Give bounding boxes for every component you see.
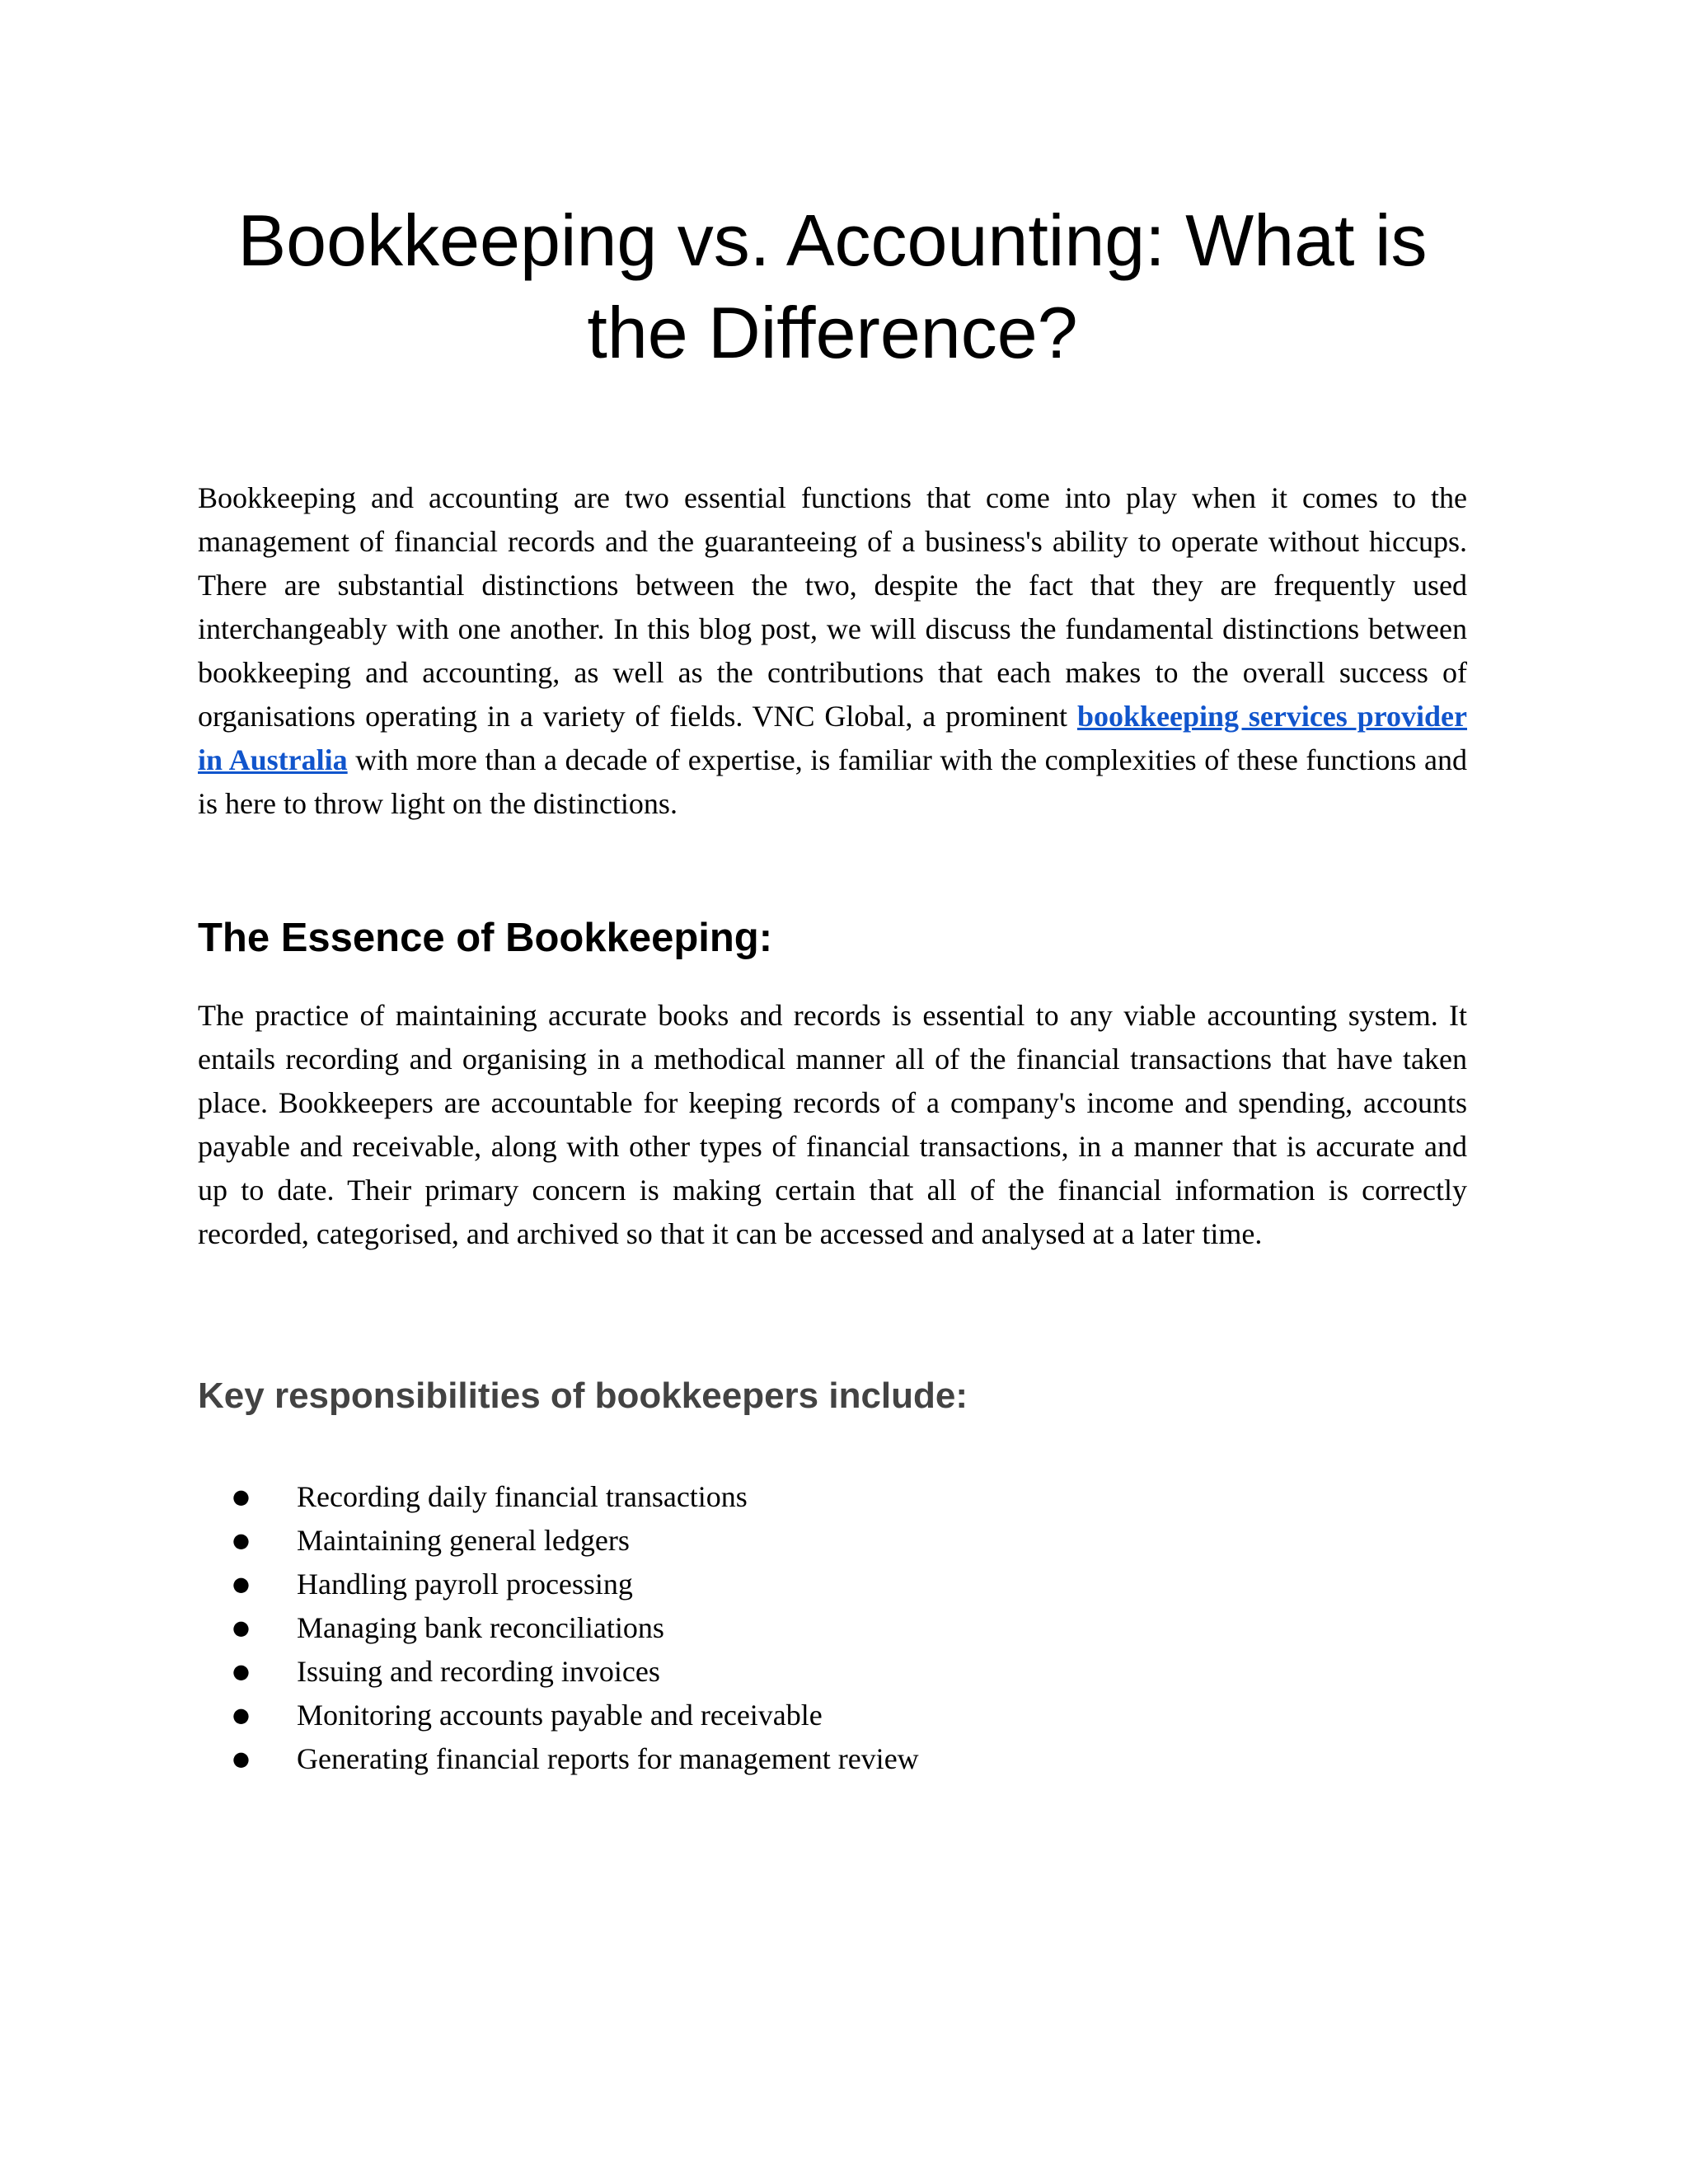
section-heading: The Essence of Bookkeeping: [198, 916, 773, 960]
list-item-text: Monitoring accounts payable and receivable [297, 1699, 823, 1732]
list-item-text: Managing bank reconciliations [297, 1611, 664, 1644]
intro-text-after-link: with more than a decade of expertise, is familiar with the complexities of these functions and is here to throw light on the distinctions. [198, 743, 1467, 820]
bullet-icon: ● [232, 1704, 250, 1727]
bullet-icon: ● [232, 1485, 250, 1508]
bullet-icon: ● [232, 1529, 250, 1552]
list-item-text: Recording daily financial transactions [297, 1480, 748, 1513]
list-item [198, 1650, 919, 1694]
section-paragraph: The practice of maintaining accurate books and records is essential to any viable accounting system. It entails recording and organising in a methodical manner all of the financial transactions that have taken place. Bookkeepers are accountable for keeping records of a company's income and spending, accounts payable and receivable, along with other types of financial transactions, in a manner that is accurate and up to date. Their primary concern is making certain that all of the financial information is correctly recorded, categorised, and archived so that it can be accessed and analysed at a later time. [198, 999, 1467, 1250]
responsibilities-heading: Key responsibilities of bookkeepers include: [198, 1376, 968, 1416]
intro-paragraph [198, 476, 1467, 826]
list-item-text: Handling payroll processing [297, 1568, 633, 1601]
list-item [198, 1519, 919, 1563]
list-item-text: Generating financial reports for management review [297, 1742, 919, 1775]
bullet-icon: ● [232, 1572, 250, 1596]
page-title: Bookkeeping vs. Accounting: What is the Difference? [237, 199, 1428, 373]
intro-text-before-link: Bookkeeping and accounting are two essential functions that come into play when it comes to the management of financial records and the guaranteeing of a business's ability to operate without hiccups. There are substantial distinctions between the two, despite the fact that they are frequently used interchangeably with one another. In this blog post, we will discuss the fundamental distinctions between bookkeeping and accounting, as well as the contributions that each makes to the overall success of organisations operating in a variety of fields. VNC Global, a prominent [198, 481, 1467, 733]
list-item [198, 1475, 919, 1519]
bullet-icon: ● [232, 1747, 250, 1770]
bookkeeping-services-link[interactable]: bookkeeping services provider in Australia [198, 700, 1467, 776]
list-item [198, 1694, 919, 1737]
list-item [198, 1563, 919, 1606]
bullet-icon: ● [232, 1660, 250, 1683]
list-item [198, 1606, 919, 1650]
document-page [198, 0, 1467, 2184]
list-item [198, 1737, 919, 1781]
bullet-icon: ● [232, 1616, 250, 1639]
list-item-text: Maintaining general ledgers [297, 1524, 630, 1557]
list-item-text: Issuing and recording invoices [297, 1655, 660, 1688]
responsibilities-list [198, 1475, 919, 1781]
